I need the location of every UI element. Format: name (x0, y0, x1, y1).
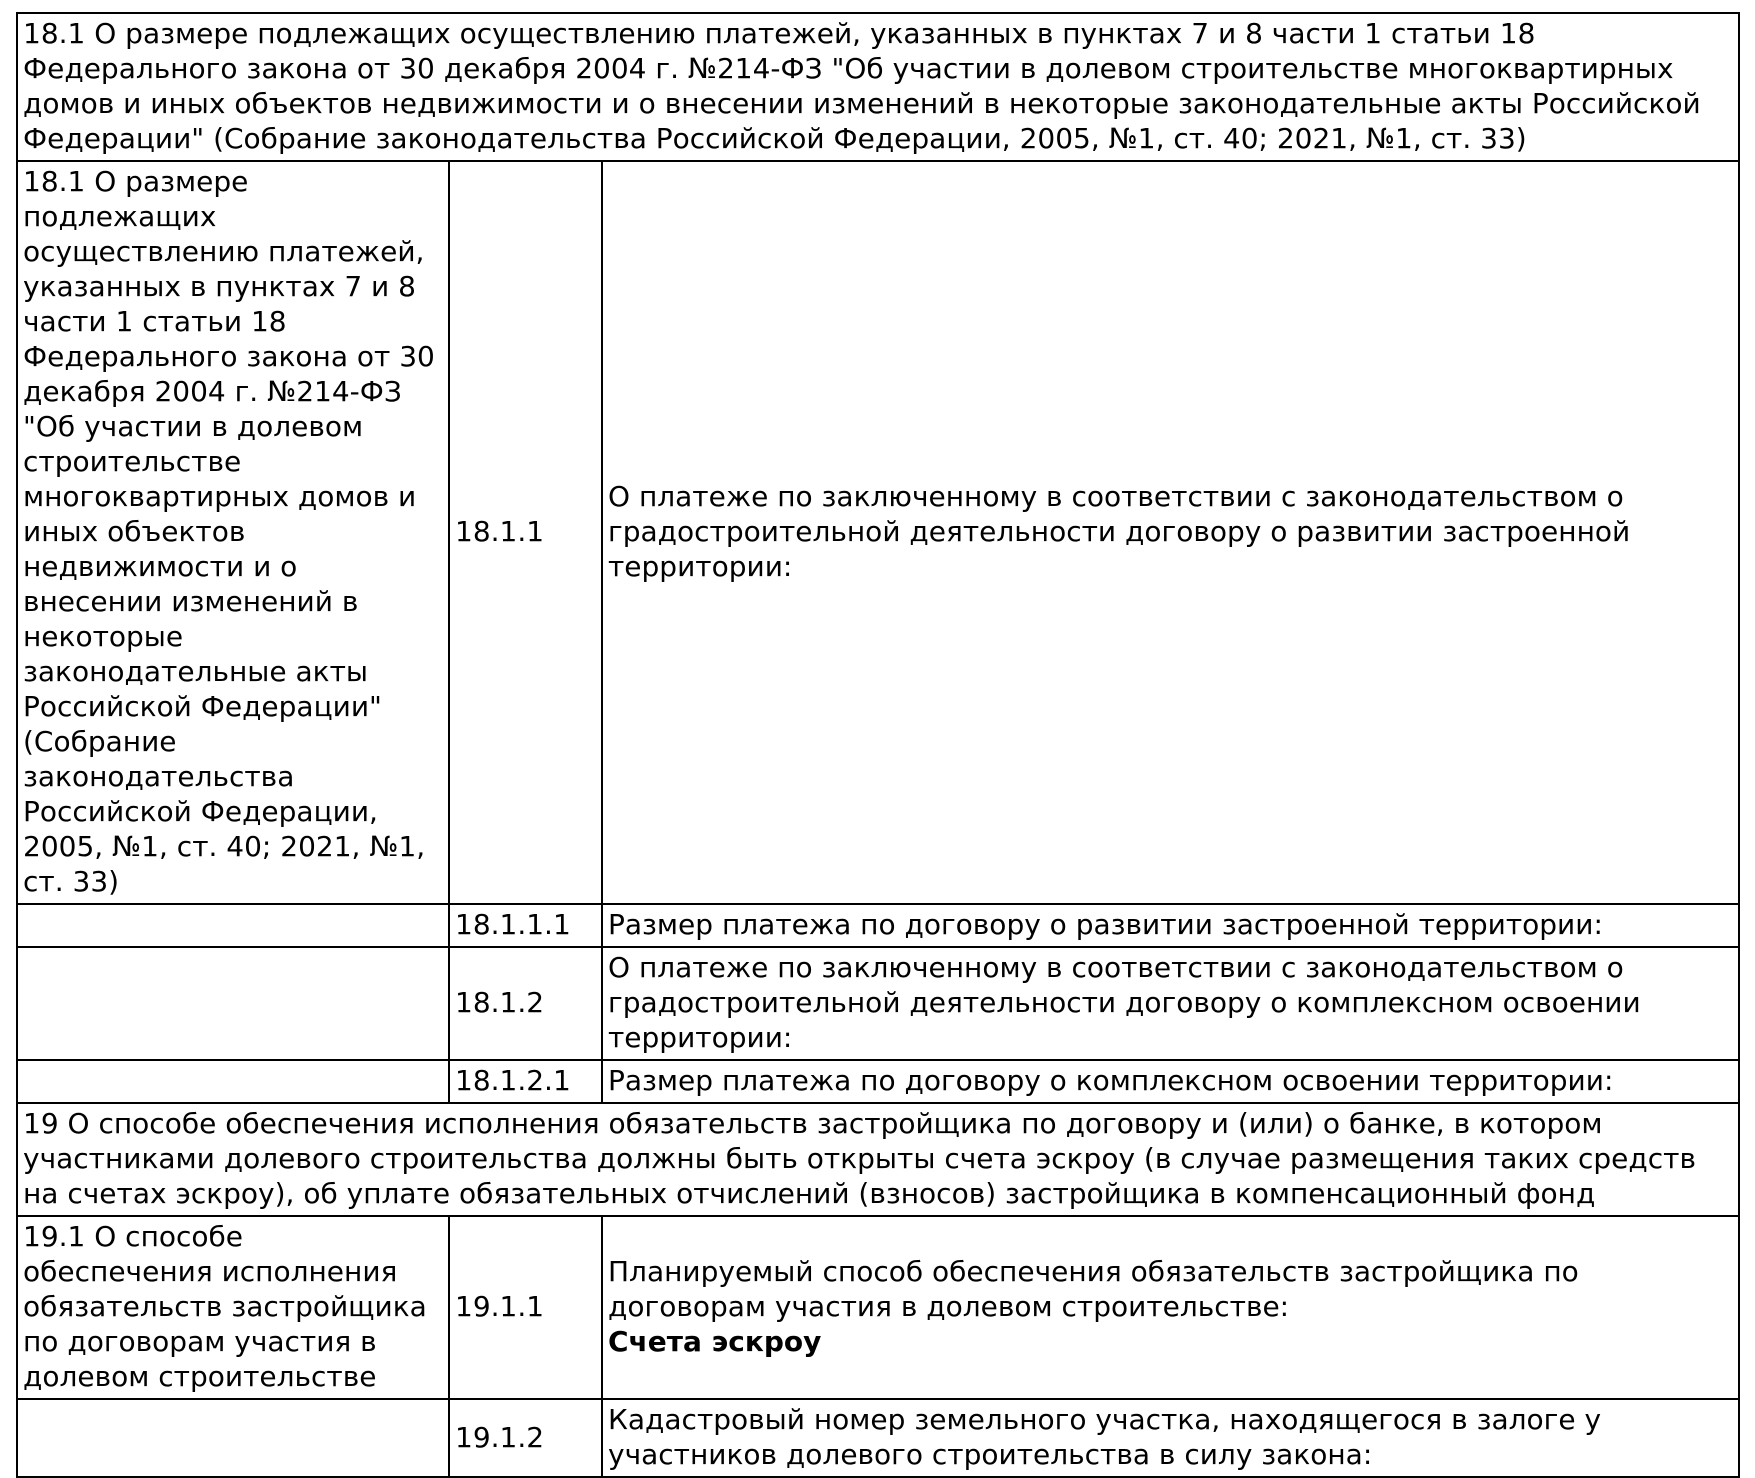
code-cell: 18.1.1.1 (449, 904, 602, 947)
content-cell: Размер платежа по договору о комплексном освоении территории: (602, 1060, 1739, 1103)
content-cell (602, 1216, 1739, 1399)
code-cell: 18.1.2 (449, 947, 602, 1060)
item-question: Планируемый способ обеспечения обязательств застройщика по договорам участия в долевом строительстве: (608, 1255, 1579, 1323)
description-cell-empty (17, 947, 449, 1060)
code-cell: 18.1.2.1 (449, 1060, 602, 1103)
item-row-18-1-2-1 (17, 1060, 1739, 1103)
content-cell: Кадастровый номер земельного участка, находящегося в залоге у участников долевого строительства в силу закона: (602, 1399, 1739, 1477)
section-row-19 (17, 1103, 1739, 1216)
section-row-18-1 (17, 13, 1739, 161)
item-row-18-1-2 (17, 947, 1739, 1060)
code-cell: 19.1.1 (449, 1216, 602, 1399)
section-header-cell: 19 О способе обеспечения исполнения обязательств застройщика по договору и (или) о банке, в котором участниками долевого строительства должны быть открыты счета эскроу (в случае размещения таких средств на счетах эскроу), об уплате обязательных отчислений (взносов) застройщика в компенсационный фонд (17, 1103, 1739, 1216)
code-cell: 19.1.2 (449, 1399, 602, 1477)
item-row-18-1-1 (17, 161, 1739, 904)
description-cell-empty (17, 904, 449, 947)
description-cell: 19.1 О способе обеспечения исполнения обязательств застройщика по договорам участия в долевом строительстве (17, 1216, 449, 1399)
code-cell: 18.1.1 (449, 161, 602, 904)
description-cell-empty (17, 1060, 449, 1103)
item-row-18-1-1-1 (17, 904, 1739, 947)
project-declaration-table (16, 12, 1740, 1478)
item-row-19-1-1 (17, 1216, 1739, 1399)
content-cell: Размер платежа по договору о развитии застроенной территории: (602, 904, 1739, 947)
item-value: Счета эскроу (608, 1325, 822, 1358)
content-cell: О платеже по заключенному в соответствии с законодательством о градостроительной деятельности договору о комплексном освоении территории: (602, 947, 1739, 1060)
item-row-19-1-2 (17, 1399, 1739, 1477)
content-cell: О платеже по заключенному в соответствии с законодательством о градостроительной деятельности договору о развитии застроенной территории: (602, 161, 1739, 904)
description-cell: 18.1 О размере подлежащих осуществлению платежей, указанных в пунктах 7 и 8 части 1 статьи 18 Федерального закона от 30 декабря 2004 г. №214-ФЗ "Об участии в долевом строительстве многоквартирных домов и иных объектов недвижимости и о внесении изменений в некоторые законодательные акты Российской Федерации" (Собрание законодательства Российской Федерации, 2005, №1, ст. 40; 2021, №1, ст. 33) (17, 161, 449, 904)
description-cell-empty (17, 1399, 449, 1477)
section-header-cell: 18.1 О размере подлежащих осуществлению платежей, указанных в пунктах 7 и 8 части 1 статьи 18 Федерального закона от 30 декабря 2004 г. №214-ФЗ "Об участии в долевом строительстве многоквартирных домов и иных объектов недвижимости и о внесении изменений в некоторые законодательные акты Российской Федерации" (Собрание законодательства Российской Федерации, 2005, №1, ст. 40; 2021, №1, ст. 33) (17, 13, 1739, 161)
